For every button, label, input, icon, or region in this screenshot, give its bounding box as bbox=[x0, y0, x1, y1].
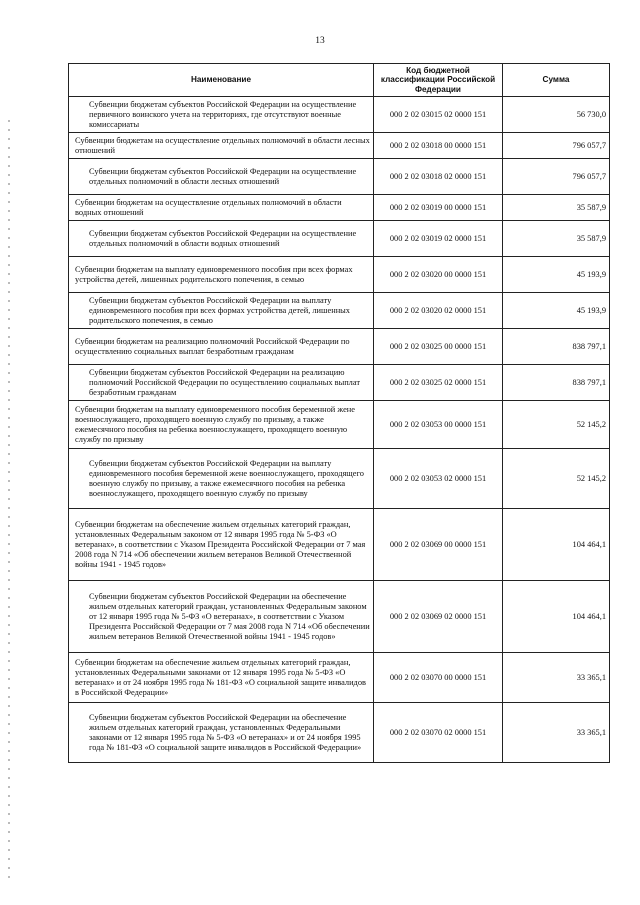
table-row bbox=[69, 449, 610, 509]
table-row bbox=[69, 581, 610, 653]
row-budget-code: 000 2 02 03069 02 0000 151 bbox=[374, 581, 503, 653]
table-row bbox=[69, 195, 610, 221]
row-name: Субвенции бюджетам на выплату единовременного пособия беременной жене военнослужащего, проходящего военную службу по призыву, а также ежемесячного пособия на ребенка военнослужащего, проходящего военную службу по призыву bbox=[69, 401, 374, 449]
row-name: Субвенции бюджетам на реализацию полномочий Российской Федерации по осуществлению социальных выплат безработным гражданам bbox=[69, 329, 374, 365]
row-budget-code: 000 2 02 03018 00 0000 151 bbox=[374, 133, 503, 159]
row-budget-code: 000 2 02 03053 00 0000 151 bbox=[374, 401, 503, 449]
row-name: Субвенции бюджетам на обеспечение жильем отдельных категорий граждан, установленных Федеральным законом от 12 января 1995 года № 5-ФЗ «О ветеранах», в соответствии с Указом Президента Российской Федерации от 7 мая 2008 года N 714 «Об обеспечении жильем ветеранов Великой Отечественной войны 1941 - 1945 годов» bbox=[69, 509, 374, 581]
page-number: 13 bbox=[315, 36, 325, 46]
row-budget-code: 000 2 02 03069 00 0000 151 bbox=[374, 509, 503, 581]
header-sum: Сумма bbox=[503, 64, 610, 97]
row-sum: 33 365,1 bbox=[503, 653, 610, 703]
row-sum: 52 145,2 bbox=[503, 449, 610, 509]
table-row bbox=[69, 133, 610, 159]
row-name: Субвенции бюджетам на осуществление отдельных полномочий в области лесных отношений bbox=[69, 133, 374, 159]
row-budget-code: 000 2 02 03020 02 0000 151 bbox=[374, 293, 503, 329]
row-sum: 56 730,0 bbox=[503, 97, 610, 133]
row-sum: 35 587,9 bbox=[503, 221, 610, 257]
scan-margin-dots bbox=[8, 120, 10, 880]
table-row bbox=[69, 365, 610, 401]
row-budget-code: 000 2 02 03070 00 0000 151 bbox=[374, 653, 503, 703]
row-sum: 52 145,2 bbox=[503, 401, 610, 449]
table-row bbox=[69, 509, 610, 581]
row-sum: 33 365,1 bbox=[503, 703, 610, 763]
budget-table bbox=[68, 63, 610, 763]
table-row bbox=[69, 97, 610, 133]
row-name: Субвенции бюджетам на выплату единовременного пособия при всех формах устройства детей, лишенных родительского попечения, в семью bbox=[69, 257, 374, 293]
row-sum: 45 193,9 bbox=[503, 257, 610, 293]
table-body bbox=[69, 97, 610, 763]
row-budget-code: 000 2 02 03053 02 0000 151 bbox=[374, 449, 503, 509]
row-budget-code: 000 2 02 03025 00 0000 151 bbox=[374, 329, 503, 365]
row-name: Субвенции бюджетам субъектов Российской Федерации на осуществление первичного воинского учета на территориях, где отсутствуют военные комиссариаты bbox=[69, 97, 374, 133]
row-budget-code: 000 2 02 03019 00 0000 151 bbox=[374, 195, 503, 221]
table-row bbox=[69, 653, 610, 703]
table-row bbox=[69, 401, 610, 449]
table-row bbox=[69, 703, 610, 763]
header-row bbox=[69, 64, 610, 97]
row-name: Субвенции бюджетам субъектов Российской Федерации на выплату единовременного пособия беременной жене военнослужащего, проходящего военную службу по призыву, а также ежемесячного пособия на ребенка военнослужащего, проходящего военную службу по призыву bbox=[69, 449, 374, 509]
header-name: Наименование bbox=[69, 64, 374, 97]
row-budget-code: 000 2 02 03015 02 0000 151 bbox=[374, 97, 503, 133]
row-name: Субвенции бюджетам субъектов Российской Федерации на обеспечение жильем отдельных категорий граждан, установленных Федеральным законом от 12 января 1995 года № 5-ФЗ «О ветеранах», в соответствии с Указом Президента Российской Федерации от 7 мая 2008 года N 714 «Об обеспечении жильем ветеранов Великой Отечественной войны 1941 - 1945 годов» bbox=[69, 581, 374, 653]
row-budget-code: 000 2 02 03070 02 0000 151 bbox=[374, 703, 503, 763]
row-budget-code: 000 2 02 03020 00 0000 151 bbox=[374, 257, 503, 293]
table-row bbox=[69, 329, 610, 365]
row-budget-code: 000 2 02 03019 02 0000 151 bbox=[374, 221, 503, 257]
row-name: Субвенции бюджетам субъектов Российской Федерации на реализацию полномочий Российской Федерации по осуществлению социальных выплат безработным гражданам bbox=[69, 365, 374, 401]
header-code: Код бюджетной классификации Российской Федерации bbox=[374, 64, 503, 97]
row-sum: 838 797,1 bbox=[503, 365, 610, 401]
row-sum: 104 464,1 bbox=[503, 509, 610, 581]
row-name: Субвенции бюджетам на обеспечение жильем отдельных категорий граждан, установленных Федеральными законами от 12 января 1995 года № 5-ФЗ «О ветеранах» и от 24 ноября 1995 года № 181-ФЗ «О социальной защите инвалидов в Российской Федерации» bbox=[69, 653, 374, 703]
row-sum: 104 464,1 bbox=[503, 581, 610, 653]
row-sum: 796 057,7 bbox=[503, 159, 610, 195]
row-name: Субвенции бюджетам субъектов Российской Федерации на осуществление отдельных полномочий в области лесных отношений bbox=[69, 159, 374, 195]
table-row bbox=[69, 159, 610, 195]
row-budget-code: 000 2 02 03018 02 0000 151 bbox=[374, 159, 503, 195]
row-name: Субвенции бюджетам на осуществление отдельных полномочий в области водных отношений bbox=[69, 195, 374, 221]
table-row bbox=[69, 293, 610, 329]
table-header bbox=[69, 64, 610, 97]
row-name: Субвенции бюджетам субъектов Российской Федерации на выплату единовременного пособия при всех формах устройства детей, лишенных родительского попечения, в семью bbox=[69, 293, 374, 329]
row-name: Субвенции бюджетам субъектов Российской Федерации на осуществление отдельных полномочий в области водных отношений bbox=[69, 221, 374, 257]
row-sum: 35 587,9 bbox=[503, 195, 610, 221]
table-row bbox=[69, 257, 610, 293]
row-name: Субвенции бюджетам субъектов Российской Федерации на обеспечение жильем отдельных категорий граждан, установленных Федеральными законами от 12 января 1995 года № 5-ФЗ «О ветеранах» и от 24 ноября 1995 года № 181-ФЗ «О социальной защите инвалидов в Российской Федерации» bbox=[69, 703, 374, 763]
row-budget-code: 000 2 02 03025 02 0000 151 bbox=[374, 365, 503, 401]
row-sum: 796 057,7 bbox=[503, 133, 610, 159]
table-row bbox=[69, 221, 610, 257]
row-sum: 45 193,9 bbox=[503, 293, 610, 329]
row-sum: 838 797,1 bbox=[503, 329, 610, 365]
